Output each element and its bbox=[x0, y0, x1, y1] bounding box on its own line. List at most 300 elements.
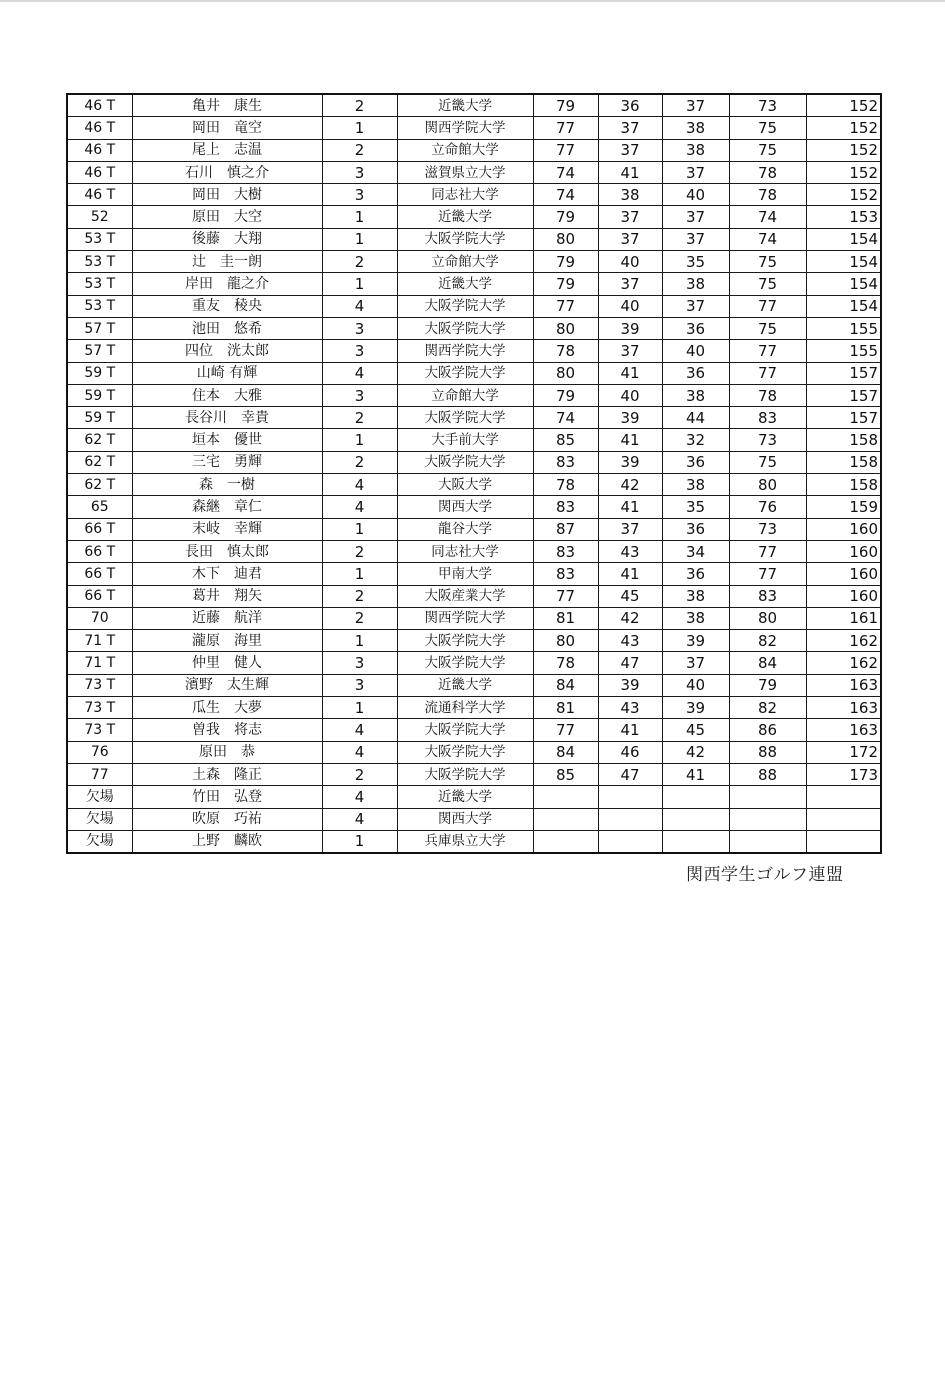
grade-cell: 3 bbox=[322, 652, 397, 674]
table-row bbox=[67, 273, 881, 295]
grade-cell: 1 bbox=[322, 830, 397, 853]
university-cell: 大阪学院大学 bbox=[397, 763, 533, 785]
rank-cell: 73 T bbox=[67, 674, 132, 696]
in-score-cell: 36 bbox=[662, 451, 729, 473]
total-score-cell: 152 bbox=[806, 161, 881, 183]
grade-cell: 4 bbox=[322, 741, 397, 763]
table-row bbox=[67, 117, 881, 139]
rank-cell: 71 T bbox=[67, 630, 132, 652]
table-row bbox=[67, 674, 881, 696]
table-row bbox=[67, 451, 881, 473]
in-score-cell: 35 bbox=[662, 496, 729, 518]
in-score-cell: 37 bbox=[662, 206, 729, 228]
in-score-cell: 37 bbox=[662, 652, 729, 674]
out-score-cell: 39 bbox=[598, 317, 662, 339]
player-name-cell: 葛井 翔矢 bbox=[132, 585, 322, 607]
out-score-cell: 41 bbox=[598, 719, 662, 741]
out-score-cell: 47 bbox=[598, 652, 662, 674]
in-score-cell bbox=[662, 830, 729, 853]
player-name-cell: 住本 大雅 bbox=[132, 384, 322, 406]
grade-cell: 4 bbox=[322, 362, 397, 384]
round1-score-cell: 84 bbox=[533, 741, 598, 763]
player-name-cell: 近藤 航洋 bbox=[132, 607, 322, 629]
rank-cell: 53 T bbox=[67, 295, 132, 317]
round1-score-cell: 80 bbox=[533, 228, 598, 250]
player-name-cell: 森継 章仁 bbox=[132, 496, 322, 518]
table-row bbox=[67, 384, 881, 406]
out-score-cell: 40 bbox=[598, 384, 662, 406]
out-score-cell: 45 bbox=[598, 585, 662, 607]
rank-cell: 46 T bbox=[67, 139, 132, 161]
round1-score-cell: 79 bbox=[533, 206, 598, 228]
grade-cell: 1 bbox=[322, 630, 397, 652]
table-row bbox=[67, 407, 881, 429]
university-cell: 大阪学院大学 bbox=[397, 317, 533, 339]
total-score-cell: 152 bbox=[806, 184, 881, 206]
grade-cell: 1 bbox=[322, 518, 397, 540]
round2-score-cell: 75 bbox=[729, 251, 806, 273]
total-score-cell: 162 bbox=[806, 630, 881, 652]
university-cell: 近畿大学 bbox=[397, 786, 533, 808]
grade-cell: 3 bbox=[322, 384, 397, 406]
total-score-cell: 157 bbox=[806, 384, 881, 406]
grade-cell: 2 bbox=[322, 607, 397, 629]
player-name-cell: 亀井 康生 bbox=[132, 94, 322, 117]
university-cell: 関西学院大学 bbox=[397, 117, 533, 139]
out-score-cell: 37 bbox=[598, 206, 662, 228]
round2-score-cell: 75 bbox=[729, 139, 806, 161]
university-cell: 兵庫県立大学 bbox=[397, 830, 533, 853]
round2-score-cell: 77 bbox=[729, 362, 806, 384]
player-name-cell: 原田 大空 bbox=[132, 206, 322, 228]
rank-cell: 57 T bbox=[67, 340, 132, 362]
grade-cell: 3 bbox=[322, 161, 397, 183]
grade-cell: 3 bbox=[322, 674, 397, 696]
rank-cell: 71 T bbox=[67, 652, 132, 674]
total-score-cell: 154 bbox=[806, 228, 881, 250]
round2-score-cell: 77 bbox=[729, 540, 806, 562]
round2-score-cell: 79 bbox=[729, 674, 806, 696]
round1-score-cell: 79 bbox=[533, 251, 598, 273]
rank-cell: 52 bbox=[67, 206, 132, 228]
university-cell: 関西大学 bbox=[397, 496, 533, 518]
player-name-cell: 上野 麟欧 bbox=[132, 830, 322, 853]
university-cell: 大阪学院大学 bbox=[397, 228, 533, 250]
player-name-cell: 岡田 竜空 bbox=[132, 117, 322, 139]
grade-cell: 4 bbox=[322, 496, 397, 518]
total-score-cell: 163 bbox=[806, 674, 881, 696]
round1-score-cell: 79 bbox=[533, 273, 598, 295]
university-cell: 大阪学院大学 bbox=[397, 362, 533, 384]
grade-cell: 3 bbox=[322, 184, 397, 206]
grade-cell: 4 bbox=[322, 808, 397, 830]
player-name-cell: 木下 迪君 bbox=[132, 563, 322, 585]
player-name-cell: 尾上 志温 bbox=[132, 139, 322, 161]
round1-score-cell bbox=[533, 786, 598, 808]
in-score-cell bbox=[662, 786, 729, 808]
out-score-cell: 43 bbox=[598, 540, 662, 562]
round2-score-cell: 77 bbox=[729, 340, 806, 362]
in-score-cell: 38 bbox=[662, 273, 729, 295]
rank-cell: 65 bbox=[67, 496, 132, 518]
university-cell: 大阪学院大学 bbox=[397, 741, 533, 763]
round2-score-cell: 76 bbox=[729, 496, 806, 518]
player-name-cell: 竹田 弘登 bbox=[132, 786, 322, 808]
in-score-cell: 38 bbox=[662, 384, 729, 406]
in-score-cell: 32 bbox=[662, 429, 729, 451]
out-score-cell: 37 bbox=[598, 139, 662, 161]
university-cell: 流通科学大学 bbox=[397, 697, 533, 719]
round2-score-cell: 73 bbox=[729, 94, 806, 117]
player-name-cell: 濱野 太生輝 bbox=[132, 674, 322, 696]
round1-score-cell: 83 bbox=[533, 563, 598, 585]
table-row bbox=[67, 808, 881, 830]
round2-score-cell: 84 bbox=[729, 652, 806, 674]
out-score-cell: 41 bbox=[598, 362, 662, 384]
out-score-cell: 37 bbox=[598, 340, 662, 362]
rank-cell: 欠場 bbox=[67, 808, 132, 830]
grade-cell: 1 bbox=[322, 206, 397, 228]
round2-score-cell: 75 bbox=[729, 451, 806, 473]
out-score-cell: 40 bbox=[598, 251, 662, 273]
table-row bbox=[67, 317, 881, 339]
rank-cell: 59 T bbox=[67, 407, 132, 429]
university-cell: 立命館大学 bbox=[397, 139, 533, 161]
out-score-cell: 39 bbox=[598, 674, 662, 696]
in-score-cell: 40 bbox=[662, 340, 729, 362]
out-score-cell: 37 bbox=[598, 228, 662, 250]
round2-score-cell: 77 bbox=[729, 563, 806, 585]
player-name-cell: 森 一樹 bbox=[132, 474, 322, 496]
total-score-cell: 159 bbox=[806, 496, 881, 518]
in-score-cell: 39 bbox=[662, 697, 729, 719]
total-score-cell: 157 bbox=[806, 407, 881, 429]
table-row bbox=[67, 652, 881, 674]
university-cell: 近畿大学 bbox=[397, 273, 533, 295]
table-row bbox=[67, 139, 881, 161]
in-score-cell: 41 bbox=[662, 763, 729, 785]
university-cell: 同志社大学 bbox=[397, 540, 533, 562]
rank-cell: 77 bbox=[67, 763, 132, 785]
in-score-cell: 36 bbox=[662, 563, 729, 585]
total-score-cell: 172 bbox=[806, 741, 881, 763]
player-name-cell: 池田 悠希 bbox=[132, 317, 322, 339]
round1-score-cell: 78 bbox=[533, 340, 598, 362]
round1-score-cell: 78 bbox=[533, 474, 598, 496]
university-cell: 甲南大学 bbox=[397, 563, 533, 585]
university-cell: 大阪学院大学 bbox=[397, 652, 533, 674]
out-score-cell: 42 bbox=[598, 474, 662, 496]
table-row bbox=[67, 496, 881, 518]
rank-cell: 46 T bbox=[67, 94, 132, 117]
grade-cell: 4 bbox=[322, 786, 397, 808]
table-row bbox=[67, 94, 881, 117]
round1-score-cell: 80 bbox=[533, 317, 598, 339]
rank-cell: 66 T bbox=[67, 540, 132, 562]
rank-cell: 73 T bbox=[67, 697, 132, 719]
out-score-cell: 43 bbox=[598, 697, 662, 719]
grade-cell: 2 bbox=[322, 451, 397, 473]
round1-score-cell: 87 bbox=[533, 518, 598, 540]
table-row bbox=[67, 206, 881, 228]
grade-cell: 4 bbox=[322, 719, 397, 741]
university-cell: 関西学院大学 bbox=[397, 607, 533, 629]
player-name-cell: 三宅 勇輝 bbox=[132, 451, 322, 473]
out-score-cell: 40 bbox=[598, 295, 662, 317]
in-score-cell: 37 bbox=[662, 94, 729, 117]
results-table bbox=[66, 93, 882, 854]
out-score-cell: 47 bbox=[598, 763, 662, 785]
table-row bbox=[67, 630, 881, 652]
player-name-cell: 山崎 有輝 bbox=[132, 362, 322, 384]
in-score-cell: 39 bbox=[662, 630, 729, 652]
round1-score-cell: 77 bbox=[533, 295, 598, 317]
round1-score-cell: 80 bbox=[533, 362, 598, 384]
total-score-cell bbox=[806, 808, 881, 830]
in-score-cell: 45 bbox=[662, 719, 729, 741]
round2-score-cell: 82 bbox=[729, 697, 806, 719]
grade-cell: 1 bbox=[322, 429, 397, 451]
total-score-cell: 154 bbox=[806, 295, 881, 317]
university-cell: 大阪学院大学 bbox=[397, 719, 533, 741]
round1-score-cell: 80 bbox=[533, 630, 598, 652]
in-score-cell: 36 bbox=[662, 317, 729, 339]
player-name-cell: 吹原 巧祐 bbox=[132, 808, 322, 830]
total-score-cell: 158 bbox=[806, 474, 881, 496]
rank-cell: 59 T bbox=[67, 362, 132, 384]
rank-cell: 53 T bbox=[67, 251, 132, 273]
grade-cell: 1 bbox=[322, 228, 397, 250]
table-row bbox=[67, 340, 881, 362]
rank-cell: 59 T bbox=[67, 384, 132, 406]
round2-score-cell: 88 bbox=[729, 763, 806, 785]
out-score-cell: 46 bbox=[598, 741, 662, 763]
in-score-cell: 38 bbox=[662, 117, 729, 139]
round1-score-cell: 83 bbox=[533, 451, 598, 473]
rank-cell: 66 T bbox=[67, 563, 132, 585]
university-cell: 近畿大学 bbox=[397, 94, 533, 117]
round1-score-cell: 74 bbox=[533, 184, 598, 206]
grade-cell: 4 bbox=[322, 295, 397, 317]
player-name-cell: 垣本 優世 bbox=[132, 429, 322, 451]
round2-score-cell: 74 bbox=[729, 228, 806, 250]
out-score-cell bbox=[598, 830, 662, 853]
university-cell: 大阪学院大学 bbox=[397, 407, 533, 429]
round2-score-cell: 78 bbox=[729, 184, 806, 206]
round1-score-cell: 77 bbox=[533, 719, 598, 741]
rank-cell: 53 T bbox=[67, 273, 132, 295]
table-row bbox=[67, 563, 881, 585]
in-score-cell: 38 bbox=[662, 585, 729, 607]
table-row bbox=[67, 228, 881, 250]
round2-score-cell bbox=[729, 808, 806, 830]
in-score-cell: 38 bbox=[662, 474, 729, 496]
player-name-cell: 末岐 幸輝 bbox=[132, 518, 322, 540]
table-row bbox=[67, 607, 881, 629]
player-name-cell: 岸田 龍之介 bbox=[132, 273, 322, 295]
total-score-cell: 157 bbox=[806, 362, 881, 384]
round1-score-cell: 79 bbox=[533, 94, 598, 117]
grade-cell: 1 bbox=[322, 563, 397, 585]
out-score-cell bbox=[598, 786, 662, 808]
in-score-cell: 37 bbox=[662, 228, 729, 250]
out-score-cell bbox=[598, 808, 662, 830]
in-score-cell: 36 bbox=[662, 518, 729, 540]
round1-score-cell: 77 bbox=[533, 117, 598, 139]
table-row bbox=[67, 251, 881, 273]
university-cell: 同志社大学 bbox=[397, 184, 533, 206]
player-name-cell: 仲里 健人 bbox=[132, 652, 322, 674]
table-row bbox=[67, 786, 881, 808]
out-score-cell: 39 bbox=[598, 407, 662, 429]
organization-name: 関西学生ゴルフ連盟 bbox=[686, 865, 844, 885]
round1-score-cell: 74 bbox=[533, 161, 598, 183]
total-score-cell: 160 bbox=[806, 518, 881, 540]
out-score-cell: 36 bbox=[598, 94, 662, 117]
table-row bbox=[67, 585, 881, 607]
player-name-cell: 後藤 大翔 bbox=[132, 228, 322, 250]
university-cell: 大阪産業大学 bbox=[397, 585, 533, 607]
player-name-cell: 曽我 将志 bbox=[132, 719, 322, 741]
round1-score-cell: 81 bbox=[533, 607, 598, 629]
round2-score-cell: 77 bbox=[729, 295, 806, 317]
round1-score-cell: 84 bbox=[533, 674, 598, 696]
round2-score-cell: 82 bbox=[729, 630, 806, 652]
round1-score-cell: 83 bbox=[533, 496, 598, 518]
round1-score-cell: 79 bbox=[533, 384, 598, 406]
in-score-cell: 42 bbox=[662, 741, 729, 763]
in-score-cell: 38 bbox=[662, 139, 729, 161]
rank-cell: 73 T bbox=[67, 719, 132, 741]
round2-score-cell: 83 bbox=[729, 585, 806, 607]
university-cell: 立命館大学 bbox=[397, 251, 533, 273]
rank-cell: 53 T bbox=[67, 228, 132, 250]
round2-score-cell: 75 bbox=[729, 317, 806, 339]
grade-cell: 2 bbox=[322, 540, 397, 562]
out-score-cell: 41 bbox=[598, 161, 662, 183]
player-name-cell: 岡田 大樹 bbox=[132, 184, 322, 206]
player-name-cell: 石川 慎之介 bbox=[132, 161, 322, 183]
university-cell: 大阪大学 bbox=[397, 474, 533, 496]
round1-score-cell: 77 bbox=[533, 139, 598, 161]
university-cell: 大阪学院大学 bbox=[397, 451, 533, 473]
in-score-cell: 34 bbox=[662, 540, 729, 562]
round1-score-cell: 77 bbox=[533, 585, 598, 607]
player-name-cell: 瓜生 大夢 bbox=[132, 697, 322, 719]
out-score-cell: 41 bbox=[598, 429, 662, 451]
round2-score-cell: 80 bbox=[729, 607, 806, 629]
total-score-cell: 155 bbox=[806, 340, 881, 362]
rank-cell: 欠場 bbox=[67, 786, 132, 808]
grade-cell: 3 bbox=[322, 340, 397, 362]
table-row bbox=[67, 474, 881, 496]
table-row bbox=[67, 362, 881, 384]
university-cell: 滋賀県立大学 bbox=[397, 161, 533, 183]
total-score-cell: 158 bbox=[806, 451, 881, 473]
total-score-cell: 153 bbox=[806, 206, 881, 228]
rank-cell: 欠場 bbox=[67, 830, 132, 853]
university-cell: 大阪学院大学 bbox=[397, 295, 533, 317]
rank-cell: 62 T bbox=[67, 451, 132, 473]
total-score-cell: 152 bbox=[806, 94, 881, 117]
table-row bbox=[67, 295, 881, 317]
player-name-cell: 辻 圭一朗 bbox=[132, 251, 322, 273]
round2-score-cell: 88 bbox=[729, 741, 806, 763]
table-row bbox=[67, 719, 881, 741]
grade-cell: 1 bbox=[322, 697, 397, 719]
university-cell: 龍谷大学 bbox=[397, 518, 533, 540]
round2-score-cell bbox=[729, 830, 806, 853]
total-score-cell: 161 bbox=[806, 607, 881, 629]
out-score-cell: 37 bbox=[598, 273, 662, 295]
rank-cell: 76 bbox=[67, 741, 132, 763]
player-name-cell: 原田 恭 bbox=[132, 741, 322, 763]
grade-cell: 2 bbox=[322, 251, 397, 273]
round2-score-cell: 73 bbox=[729, 518, 806, 540]
university-cell: 関西学院大学 bbox=[397, 340, 533, 362]
grade-cell: 2 bbox=[322, 585, 397, 607]
total-score-cell: 160 bbox=[806, 563, 881, 585]
player-name-cell: 重友 稜央 bbox=[132, 295, 322, 317]
player-name-cell: 土森 隆正 bbox=[132, 763, 322, 785]
table-row bbox=[67, 184, 881, 206]
university-cell: 大手前大学 bbox=[397, 429, 533, 451]
round2-score-cell: 78 bbox=[729, 384, 806, 406]
total-score-cell: 173 bbox=[806, 763, 881, 785]
rank-cell: 46 T bbox=[67, 117, 132, 139]
out-score-cell: 39 bbox=[598, 451, 662, 473]
grade-cell: 4 bbox=[322, 474, 397, 496]
rank-cell: 62 T bbox=[67, 429, 132, 451]
round1-score-cell: 81 bbox=[533, 697, 598, 719]
round2-score-cell: 86 bbox=[729, 719, 806, 741]
results-body bbox=[67, 94, 881, 853]
round1-score-cell bbox=[533, 808, 598, 830]
round2-score-cell: 75 bbox=[729, 117, 806, 139]
top-divider bbox=[0, 0, 945, 2]
rank-cell: 57 T bbox=[67, 317, 132, 339]
in-score-cell: 38 bbox=[662, 607, 729, 629]
player-name-cell: 四位 洸太郎 bbox=[132, 340, 322, 362]
player-name-cell: 長田 慎太郎 bbox=[132, 540, 322, 562]
total-score-cell: 163 bbox=[806, 697, 881, 719]
round2-score-cell: 78 bbox=[729, 161, 806, 183]
total-score-cell bbox=[806, 786, 881, 808]
out-score-cell: 42 bbox=[598, 607, 662, 629]
round1-score-cell: 74 bbox=[533, 407, 598, 429]
university-cell: 立命館大学 bbox=[397, 384, 533, 406]
university-cell: 関西大学 bbox=[397, 808, 533, 830]
round1-score-cell: 83 bbox=[533, 540, 598, 562]
table-row bbox=[67, 697, 881, 719]
total-score-cell: 160 bbox=[806, 540, 881, 562]
table-row bbox=[67, 741, 881, 763]
grade-cell: 2 bbox=[322, 407, 397, 429]
table-row bbox=[67, 429, 881, 451]
round2-score-cell: 80 bbox=[729, 474, 806, 496]
university-cell: 大阪学院大学 bbox=[397, 630, 533, 652]
in-score-cell: 37 bbox=[662, 295, 729, 317]
out-score-cell: 37 bbox=[598, 117, 662, 139]
grade-cell: 2 bbox=[322, 94, 397, 117]
in-score-cell bbox=[662, 808, 729, 830]
grade-cell: 2 bbox=[322, 763, 397, 785]
round2-score-cell bbox=[729, 786, 806, 808]
in-score-cell: 37 bbox=[662, 161, 729, 183]
total-score-cell: 162 bbox=[806, 652, 881, 674]
table-row bbox=[67, 830, 881, 853]
round2-score-cell: 74 bbox=[729, 206, 806, 228]
